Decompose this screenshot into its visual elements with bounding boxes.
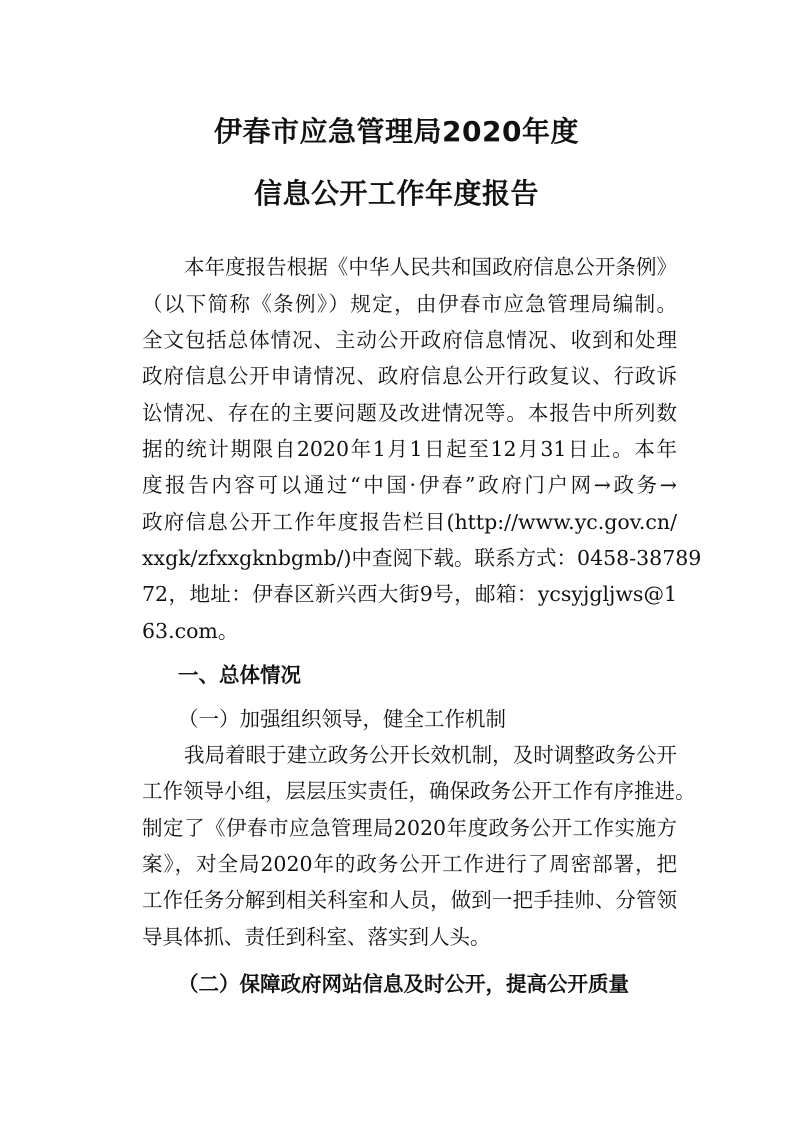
paragraph-line: 案》，对全局2020年的政务公开工作进行了周密部署，把 bbox=[142, 852, 677, 876]
subsection-heading: （一）加强组织领导，健全工作机制 bbox=[178, 707, 506, 731]
paragraph-line: 政府信息公开工作年度报告栏目(http://www.yc.gov.cn/ bbox=[142, 510, 677, 534]
paragraph-line: 63.com。 bbox=[142, 619, 239, 643]
paragraph-line: 本年度报告根据《中华人民共和国政府信息公开条例》 bbox=[184, 255, 677, 279]
subsection-heading: （二）保障政府网站信息及时公开，提高公开质量 bbox=[178, 972, 629, 996]
document-title-line-1: 伊春市应急管理局2020年度 bbox=[214, 115, 579, 148]
paragraph-line: 工作任务分解到相关科室和人员，做到一把手挂帅、分管领 bbox=[142, 888, 677, 912]
paragraph-line: 我局着眼于建立政务公开长效机制，及时调整政务公开 bbox=[184, 743, 677, 767]
paragraph-line: 全文包括总体情况、主动公开政府信息情况、收到和处理 bbox=[142, 328, 677, 352]
section-heading: 一、总体情况 bbox=[178, 663, 301, 687]
paragraph-line: 工作领导小组，层层压实责任，确保政务公开工作有序推进。 bbox=[142, 779, 696, 803]
document-title-line-2: 信息公开工作年度报告 bbox=[253, 177, 539, 210]
paragraph-line: 据的统计期限自2020年1月1日起至12月31日止。本年 bbox=[142, 437, 677, 461]
paragraph-line: 制定了《伊春市应急管理局2020年度政务公开工作实施方 bbox=[142, 816, 677, 840]
paragraph-line: （以下简称《条例》）规定，由伊春市应急管理局编制。 bbox=[142, 292, 677, 316]
paragraph-line: 度报告内容可以通过“中国·伊春”政府门户网→政务→ bbox=[142, 473, 677, 497]
paragraph-line: 72，地址：伊春区新兴西大街9号，邮箱：ycsyjgljws@1 bbox=[142, 582, 677, 606]
paragraph-line: 讼情况、存在的主要问题及改进情况等。本报告中所列数 bbox=[142, 401, 677, 425]
paragraph-line: 导具体抓、责任到科室、落实到人头。 bbox=[142, 925, 491, 949]
paragraph-line: 政府信息公开申请情况、政府信息公开行政复议、行政诉 bbox=[142, 364, 677, 388]
paragraph-line: xxgk/zfxxgknbgmb/)中查阅下载。联系方式：0458-38789 bbox=[142, 546, 702, 570]
